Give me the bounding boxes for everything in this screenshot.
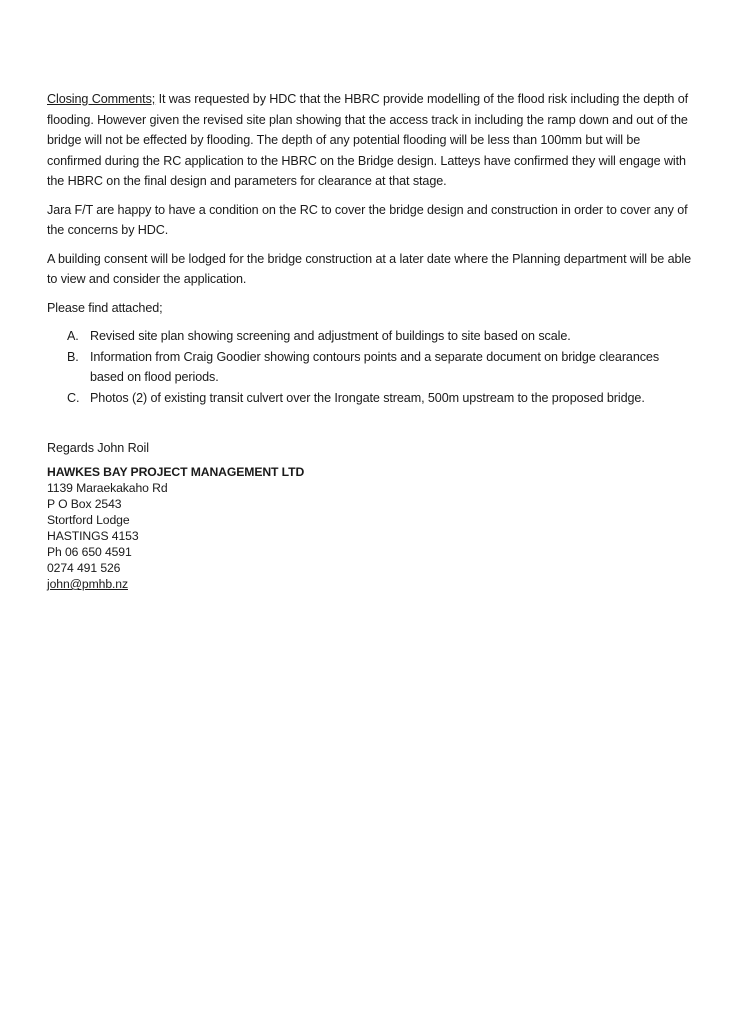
closing-comments-paragraph [47,89,692,192]
list-marker: C. [67,390,80,405]
email-link[interactable]: john@pmhb.nz [47,577,128,592]
attachment-text: Information from Craig Goodier showing contours points and a separate document on bridge clearances based on flood periods. [90,349,660,384]
condition-paragraph: Jara F/T are happy to have a condition on the RC to cover the bridge design and construction in order to cover any of the concerns by HDC. [47,202,688,237]
attachment-text: Photos (2) of existing transit culvert over the Irongate stream, 500m upstream to the proposed bridge. [90,390,645,405]
list-marker: B. [67,349,79,364]
attachment-text: Revised site plan showing screening and adjustment of buildings to site based on scale. [90,329,571,343]
closing-comments-text: It was requested by HDC that the HBRC provide modelling of the flood risk including the depth of flooding. However given the revised site plan showing that the access track in including the ramp down and out of the bridge will not be effected by flooding. The depth of any potential flooding will be less than 100mm but will be confirmed during the RC application to the HBRC on the Bridge design. Latteys have confirmed they will engage with the HBRC on the final design and parameters for clearance at that stage. [47,92,689,188]
mobile-number: 0274 491 526 [47,561,121,576]
address-street: 1139 Maraekakaho Rd [47,480,168,495]
list-marker: A. [67,329,79,343]
signature-block [47,464,692,593]
building-consent-paragraph: A building consent will be lodged for the bridge construction at a later date where the Planning department will be able to view and consider the application. [47,251,691,286]
attached-intro: Please find attached; [47,300,163,315]
attachment-item [47,326,692,347]
address-suburb: Stortford Lodge [47,512,130,527]
closing-comments-heading: Closing Comments; [47,92,156,106]
attachment-item [47,388,692,409]
company-name: HAWKES BAY PROJECT MANAGEMENT LTD [47,464,305,479]
address-po-box: P O Box 2543 [47,496,122,511]
phone-number: Ph 06 650 4591 [47,544,132,559]
letter-body [47,89,692,592]
address-city: HASTINGS 4153 [47,528,139,543]
regards-line: Regards John Roil [47,441,149,455]
attachment-item [47,347,692,388]
attachment-list [47,326,692,408]
